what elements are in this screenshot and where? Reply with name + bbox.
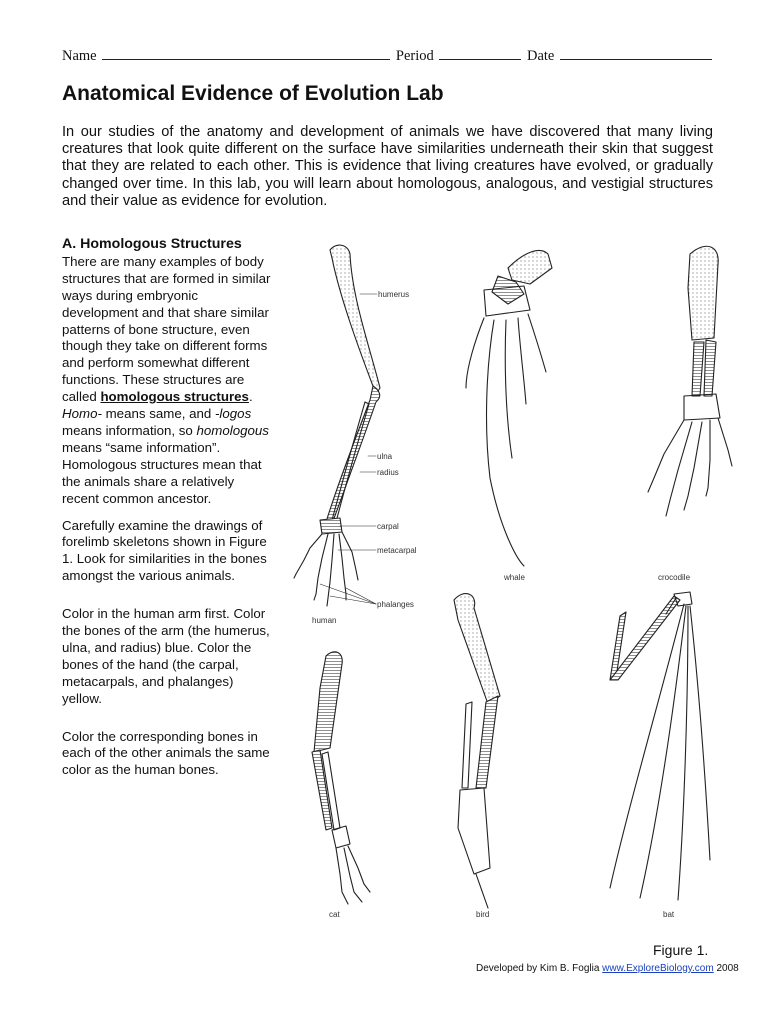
label-carpal: carpal [377, 522, 399, 531]
human-forelimb [294, 245, 380, 606]
name-field[interactable] [102, 47, 390, 60]
label-bird: bird [476, 910, 490, 919]
credit-line [476, 963, 739, 974]
bird-humerus [454, 594, 500, 704]
human-finger-3 [327, 534, 334, 606]
homo-prefix: Homo- [62, 406, 102, 422]
cat-paw [336, 846, 370, 904]
bird-radius [462, 702, 472, 788]
bird-digit [476, 874, 488, 908]
section-a-text [62, 236, 272, 779]
section-a-heading: A. Homologous Structures [62, 236, 242, 252]
date-field[interactable] [560, 47, 712, 60]
human-carpal [320, 518, 342, 534]
whale-digit-1 [466, 318, 484, 388]
whale-digit-3 [505, 320, 512, 458]
human-finger-1 [294, 534, 322, 578]
bat-digit-3 [678, 606, 688, 900]
intro-paragraph: In our studies of the anatomy and development of animals we have discovered that many living creatures that look quite different on the surface have similarities underneath their skin that suggest that they are related to each other. This is evidence that living creatures have evolved, or gradually changed over time. In this lab, you will learn about homologous, analogous, and vestigial structures and their value as evidence for evolution. [62, 124, 713, 209]
logos-suffix: -logos [215, 406, 252, 422]
bat-digit-2 [640, 606, 686, 898]
croc-digit-4 [706, 420, 710, 496]
p1-text-1: There are many examples of body structures that are formed in similar ways during embryonic development and that share similar patterns of bone structure, even though they take on different forms and perform somewhat different functions. These structures are called [62, 253, 271, 405]
period-field[interactable] [439, 47, 521, 60]
bird-wing [454, 594, 500, 908]
credit-year: 2008 [713, 963, 739, 974]
croc-carpal [684, 394, 720, 420]
human-finger-5 [342, 532, 358, 580]
whale-humerus [508, 250, 552, 284]
period-label: Period [395, 48, 434, 64]
whale-flipper [466, 250, 552, 566]
croc-digit-2 [666, 422, 692, 516]
page-title: Anatomical Evidence of Evolution Lab [62, 82, 444, 105]
cat-forelimb [312, 652, 370, 904]
explorebiology-link[interactable]: www.ExploreBiology.com [602, 963, 714, 974]
p1-text-2: . [248, 389, 253, 405]
homologous-structures-term: homologous structures [100, 389, 249, 405]
homologous-word: homologous [196, 422, 269, 438]
p1-text-4: means information, so [62, 422, 197, 438]
section-a-paragraph-2: Carefully examine the drawings of forelimb skeletons shown in Figure 1. Look for similarities in the bones amongst the various animals. [62, 517, 267, 584]
label-cat: cat [329, 910, 340, 919]
whale-digit-5 [528, 314, 546, 372]
cat-carpal [332, 826, 350, 848]
cat-ulna [312, 750, 332, 830]
figure-caption: Figure 1. [653, 942, 709, 958]
crocodile-forelimb [648, 246, 732, 516]
label-crocodile: crocodile [658, 573, 691, 582]
section-a-paragraph-1 [62, 254, 272, 508]
whale-digit-4 [518, 318, 526, 404]
croc-digit-1 [648, 420, 684, 492]
section-a-paragraph-3: Color in the human arm first. Color the bones of the arm (the humerus, ulna, and radius) blue. Color the bones of the hand (the carpal, metacarpals, and phalanges) yellow. [62, 606, 270, 706]
label-bat: bat [663, 910, 675, 919]
label-metacarpal: metacarpal [377, 546, 417, 555]
date-label: Date [526, 48, 555, 64]
bat-digit-4 [690, 606, 710, 860]
forelimb-drawings [280, 228, 740, 928]
cat-humerus [314, 652, 342, 752]
p1-text-5: means “same information”. Homologous structures mean that the animals share a relatively recent common ancestor. [62, 439, 262, 506]
croc-digit-5 [718, 418, 732, 466]
label-ulna: ulna [377, 452, 393, 461]
bird-ulna [476, 696, 498, 788]
bat-wing [610, 592, 710, 900]
label-human: human [312, 616, 337, 625]
human-finger-2 [314, 534, 328, 600]
croc-humerus [688, 246, 718, 340]
croc-radius [704, 340, 716, 396]
croc-ulna [692, 342, 704, 396]
croc-digit-3 [684, 422, 702, 510]
section-a-paragraph-4: Color the corresponding bones in each of the other animals the same color as the human bones. [62, 728, 270, 778]
label-radius: radius [377, 468, 399, 477]
label-humerus: humerus [378, 290, 410, 299]
label-phalanges: phalanges [377, 600, 414, 609]
human-ulna [326, 386, 380, 524]
p1-text-3: means same, and [101, 406, 215, 422]
human-label-lines [320, 294, 377, 604]
name-label: Name [62, 48, 97, 64]
forelimb-figure [280, 228, 740, 928]
header-fields [62, 47, 714, 65]
bird-carpometacarpus [458, 788, 490, 874]
credit-prefix: Developed by Kim B. Foglia [476, 963, 603, 974]
human-finger-4 [339, 534, 346, 600]
human-humerus [330, 245, 380, 394]
label-whale: whale [504, 573, 525, 582]
